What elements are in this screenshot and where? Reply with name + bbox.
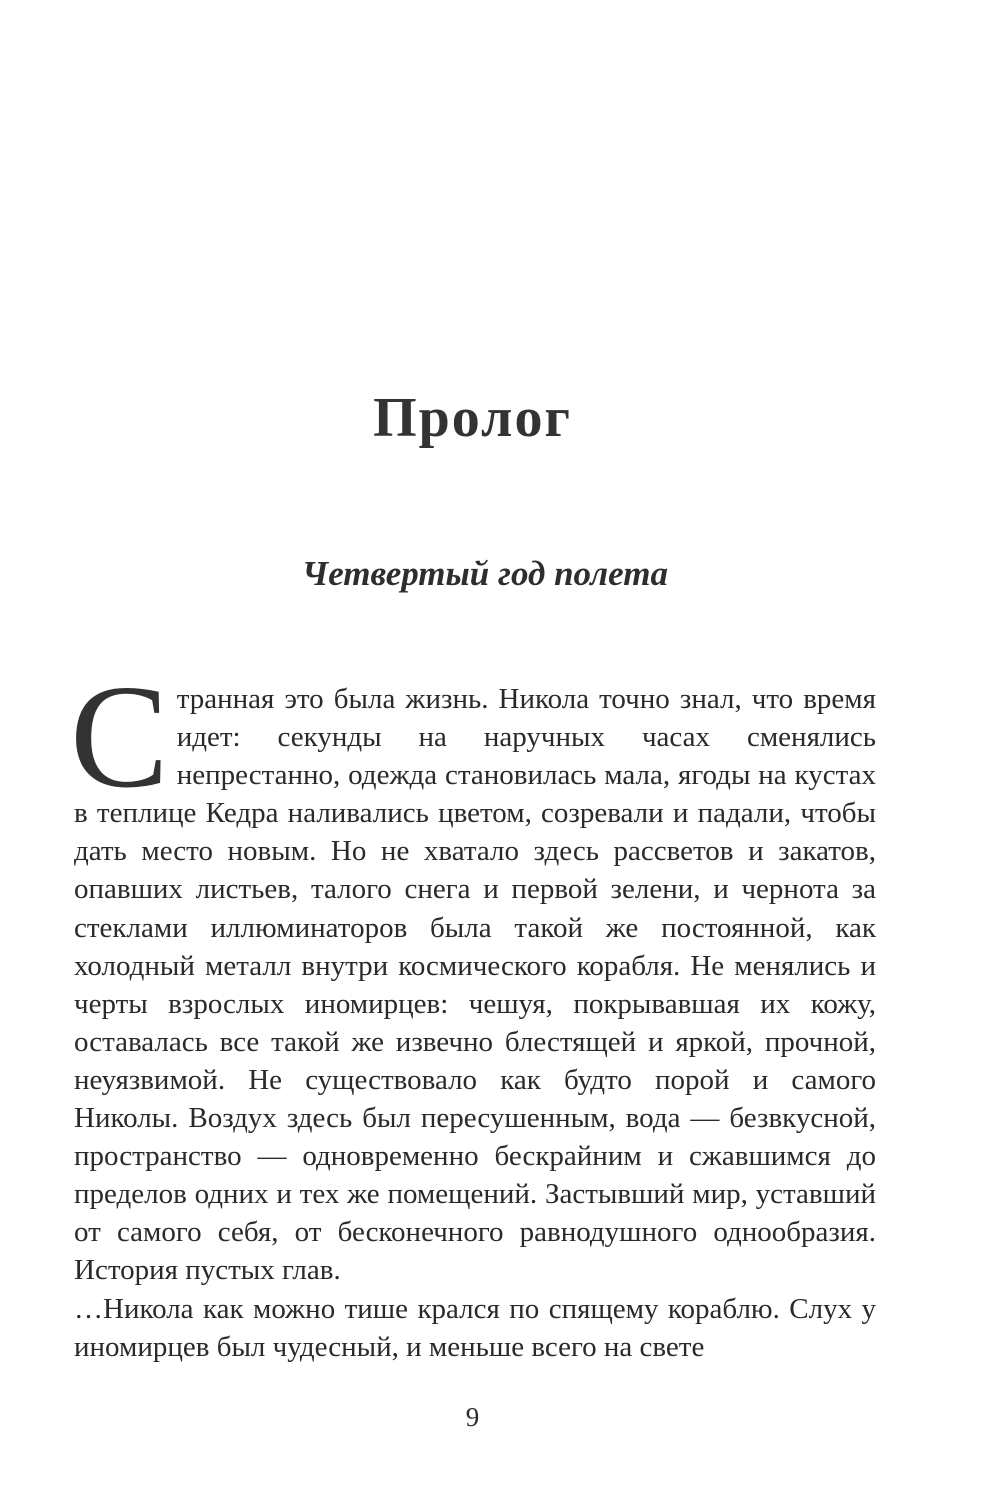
chapter-subtitle: Четвертый год полета [302, 554, 668, 594]
drop-cap: С [70, 655, 169, 819]
chapter-body [70, 655, 876, 1366]
chapter-title: Пролог [373, 386, 572, 449]
page-number: 9 [465, 1402, 480, 1432]
paragraph-1 [70, 655, 876, 1290]
paragraph-1-text: транная это была жизнь. Никола точно знал, что время идет: секунды на наручных часах сменялись непрестанно, одежда становилась мала, ягоды на кустах в теплице Кедра наливались цветом, созревали и падали, чтобы дать место новым. Но не хватало здесь рассветов и закатов, опавших листьев, талого снега и первой зелени, и чернота за стеклами иллюминаторов была такой же постоянной, как холодный металл внутри космического корабля. Не менялись и черты взрослых иномирцев: чешуя, покрывавшая их кожу, оставалась все такой же извечно блестящей и яркой, прочной, неуязвимой. Не существовало как будто порой и самого Николы. Воздух здесь был пересушенным, вода — безвкусной, пространство — одновременно бескрайним и сжавшимся до пределов одних и тех же помещений. Застывший мир, уставший от самого себя, от бесконечного равнодушного однообразия. История пустых глав. [74, 683, 876, 1287]
paragraph-2: …Никола как можно тише крался по спящему кораблю. Слух у иномирцев был чудесный, и меньше всего на свете [74, 1292, 876, 1363]
